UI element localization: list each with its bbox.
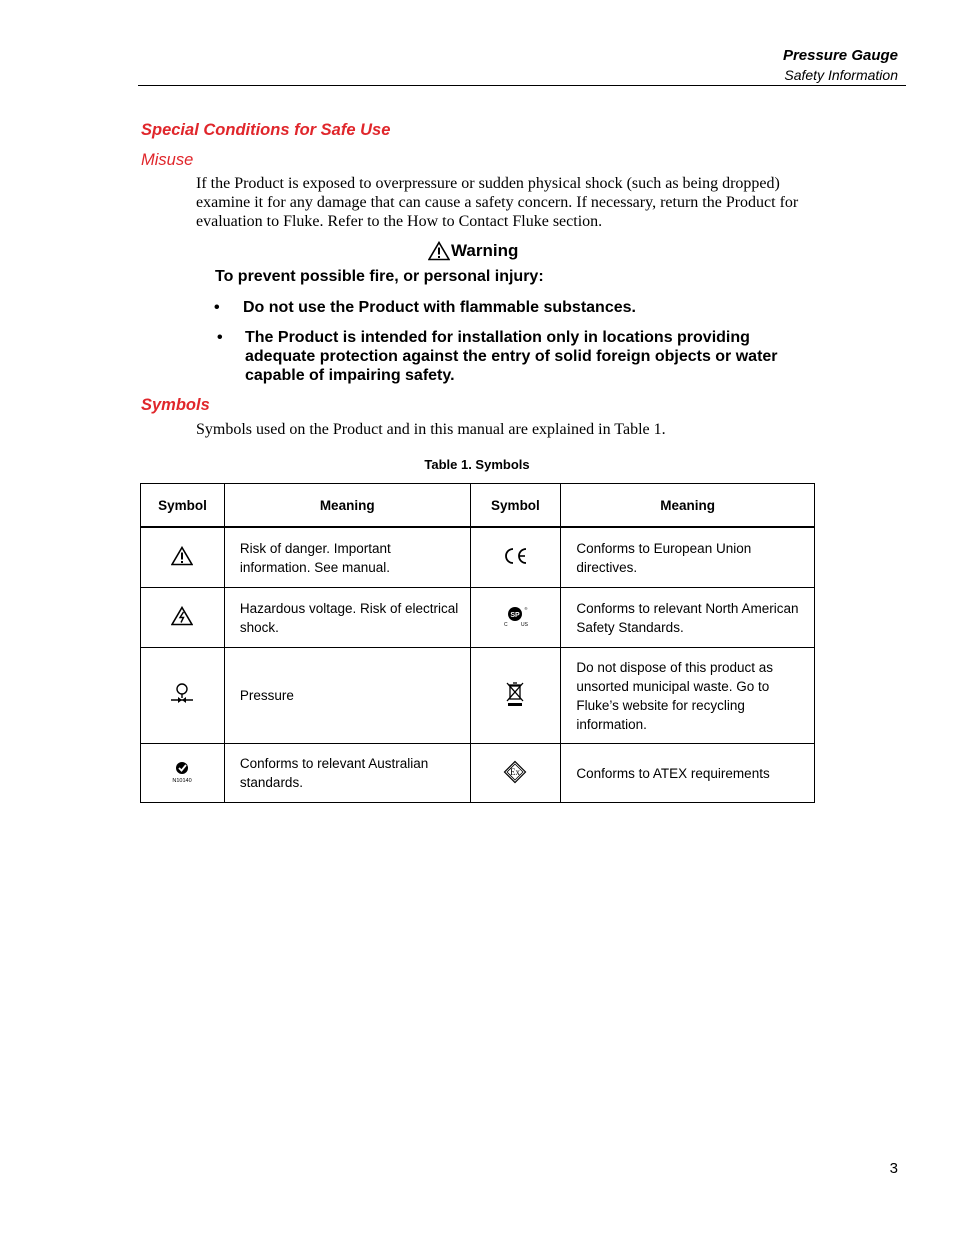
svg-text:®: ® (524, 606, 528, 611)
section-title: Special Conditions for Safe Use (141, 121, 391, 139)
warning-triangle-icon (171, 546, 193, 566)
c-tick-code: N10140 (172, 777, 193, 784)
column-header: Meaning (561, 484, 815, 528)
table-row (141, 527, 815, 588)
warning-triangle-icon (428, 241, 450, 261)
table-row (141, 588, 815, 648)
meaning-cell: Conforms to relevant North American Safety Standards. (561, 588, 815, 648)
column-header: Symbol (470, 484, 561, 528)
svg-text:SP: SP (510, 612, 521, 619)
misuse-heading: Misuse (141, 151, 194, 169)
weee-bin-icon (504, 681, 526, 707)
symbols-heading: Symbols (141, 396, 210, 414)
table-row (141, 648, 815, 744)
running-header-title: Pressure Gauge (782, 47, 898, 64)
table-header-row (141, 484, 815, 528)
symbol-cell (470, 527, 561, 588)
header-rule (138, 85, 906, 86)
bullet-marker: • (214, 299, 220, 316)
running-header-subtitle: Safety Information (784, 67, 898, 83)
warning-lead: To prevent possible fire, or personal injury: (215, 268, 544, 285)
symbol-cell (141, 648, 225, 744)
ce-mark-icon (502, 547, 528, 565)
symbol-cell (141, 744, 225, 803)
c-tick-icon (167, 760, 197, 784)
column-header: Symbol (141, 484, 225, 528)
csa-c-label: C (504, 622, 509, 628)
meaning-cell: Pressure (224, 648, 470, 744)
csa-us-label: US (521, 622, 529, 628)
warning-title-block (428, 241, 518, 261)
symbol-cell (141, 527, 225, 588)
symbols-paragraph: Symbols used on the Product and in this manual are explained in Table 1. (196, 421, 666, 438)
warning-bullet-2: The Product is intended for installation only in locations providing adequate protection against the entry of solid foreign objects or water capable of impairing safety. (245, 329, 778, 384)
bullet-marker: • (217, 329, 223, 346)
table-caption: Table 1. Symbols (424, 457, 530, 472)
warning-title: Warning (451, 241, 519, 260)
symbol-cell (470, 588, 561, 648)
meaning-cell: Conforms to European Union directives. (561, 527, 815, 588)
symbol-cell (470, 744, 561, 803)
atex-ex-icon (503, 760, 527, 784)
misuse-paragraph: If the Product is exposed to overpressure or sudden physical shock (such as being dropped) examine it for any damage that can cause a safety concern. If necessary, return the Product for evaluation to Fluke. Refer to the How to Contact Fluke section. (196, 175, 799, 230)
meaning-cell: Do not dispose of this product as unsorted municipal waste. Go to Fluke’s website for recycling information. (561, 648, 815, 744)
meaning-cell: Hazardous voltage. Risk of electrical shock. (224, 588, 470, 648)
warning-bullet-1: Do not use the Product with flammable substances. (243, 299, 636, 316)
pressure-icon (169, 682, 195, 706)
meaning-cell: Risk of danger. Important information. See manual. (224, 527, 470, 588)
meaning-cell: Conforms to relevant Australian standards. (224, 744, 470, 803)
csa-mark-icon (500, 604, 530, 628)
symbol-cell (470, 648, 561, 744)
meaning-cell: Conforms to ATEX requirements (561, 744, 815, 803)
symbols-table (140, 483, 815, 803)
hazardous-voltage-icon (171, 606, 193, 626)
ex-label: Ex (510, 766, 521, 777)
column-header: Meaning (224, 484, 470, 528)
symbol-cell (141, 588, 225, 648)
page-number: 3 (889, 1160, 898, 1177)
table-row (141, 744, 815, 803)
